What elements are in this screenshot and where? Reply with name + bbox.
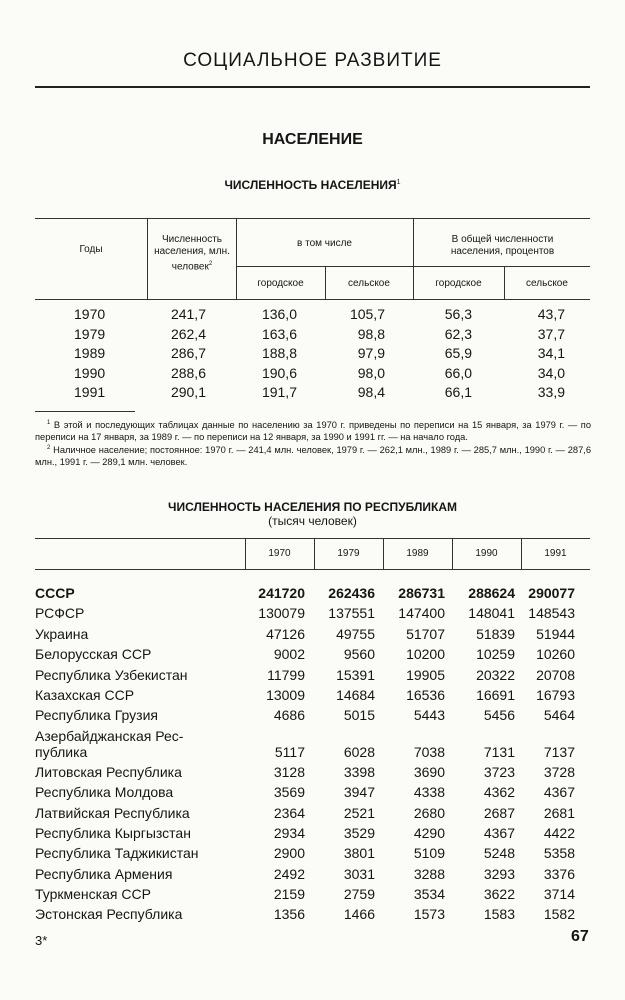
population-cell: 1466 [343, 906, 375, 923]
table2-row [35, 667, 590, 687]
footnote-1 [35, 418, 591, 443]
population-cell: 4290 [413, 824, 445, 841]
population-cell: 2159 [273, 886, 305, 903]
signature-mark: 3* [35, 933, 48, 948]
table2-row [35, 707, 590, 727]
population-cell: 137551 [328, 605, 375, 622]
population-cell: 148041 [468, 605, 515, 622]
value-cell: 65,9 [444, 345, 472, 361]
value-cell: 190,6 [261, 364, 297, 381]
population-cell: 147400 [398, 605, 445, 622]
year-cell: 1970 [74, 306, 106, 322]
republic-name: Азербайджанская Рес-публика [35, 727, 184, 760]
population-cell: 286731 [398, 585, 445, 601]
col-header-years: Годы [79, 244, 103, 255]
table2-body [35, 585, 590, 927]
col-header-rural-share: сельское [526, 278, 568, 289]
table2-row [35, 866, 590, 886]
population-cell: 241720 [258, 585, 305, 601]
republic-name: Туркменская ССР [35, 886, 151, 903]
col-header-rural: сельское [348, 278, 390, 289]
population-cell: 2492 [273, 865, 305, 882]
population-cell: 288624 [468, 585, 515, 601]
population-cell: 2364 [273, 804, 305, 821]
value-cell: 66,0 [444, 364, 472, 381]
population-cell: 19905 [406, 666, 445, 683]
table1-top-rule [35, 218, 590, 219]
table1-body [35, 306, 590, 404]
value-cell: 290,1 [170, 384, 206, 400]
population-cell: 5109 [413, 845, 445, 862]
value-cell: 98,8 [357, 325, 385, 342]
footnote-2 [35, 443, 591, 468]
population-cell: 6028 [343, 743, 375, 760]
population-cell: 3293 [483, 865, 515, 882]
table2-row [35, 784, 590, 804]
table1-row [35, 365, 590, 385]
population-cell: 16536 [406, 686, 445, 703]
value-cell: 66,1 [444, 384, 472, 400]
table2-subtitle: (тысяч человек) [268, 514, 357, 528]
population-cell: 9560 [343, 646, 375, 663]
population-cell: 5456 [483, 707, 515, 724]
population-cell: 290077 [528, 585, 575, 601]
footnote-2-text: Наличное население; постоянное: 1970 г. — 241,4 млн. человек, 1979 г. — 262,1 млн., 1989 г. — 285,7 млн., 1990 г. — 287,6 млн., 1991 г. — 289,1 млн. человек. [35, 445, 591, 467]
value-cell: 62,3 [444, 325, 472, 342]
running-header: СОЦИАЛЬНОЕ РАЗВИТИЕ [183, 50, 442, 71]
year-cell: 1990 [74, 364, 106, 381]
value-cell: 191,7 [261, 384, 297, 400]
population-cell: 5117 [274, 743, 305, 760]
value-cell: 56,3 [444, 306, 472, 322]
col-header-incl: в том числе [297, 238, 352, 249]
year-cell: 1991 [74, 384, 106, 400]
population-cell: 4686 [273, 707, 305, 724]
population-cell: 3376 [543, 865, 575, 882]
value-cell: 37,7 [537, 325, 565, 342]
value-cell: 241,7 [170, 306, 206, 322]
population-cell: 3534 [413, 886, 445, 903]
republic-name: Белорусская ССР [35, 646, 152, 663]
table2-row [35, 906, 590, 926]
col-header-population [153, 234, 231, 273]
table2-row [35, 605, 590, 625]
population-cell: 3398 [343, 763, 375, 780]
table2-row [35, 626, 590, 646]
col-header-year: 1989 [406, 548, 429, 559]
value-cell: 34,1 [537, 345, 565, 361]
republic-name: СССР [35, 585, 75, 601]
population-cell: 4367 [483, 824, 515, 841]
population-cell: 5443 [413, 707, 445, 724]
population-cell: 2759 [343, 886, 375, 903]
table2-title: ЧИСЛЕННОСТЬ НАСЕЛЕНИЯ ПО РЕСПУБЛИКАМ [168, 500, 457, 514]
population-cell: 3569 [273, 784, 305, 801]
table1-divider [147, 218, 148, 299]
table2-row [35, 646, 590, 666]
table1-title-footnote-mark: 1 [396, 179, 401, 186]
republic-name: Республика Грузия [35, 707, 158, 724]
republic-name: Республика Таджикистан [35, 845, 199, 862]
population-cell: 9002 [273, 646, 305, 663]
footnote-2-mark: 2 [47, 445, 51, 452]
population-cell: 2900 [273, 845, 305, 862]
value-cell: 43,7 [537, 306, 565, 322]
footnote-1-mark: 1 [47, 420, 51, 426]
population-cell: 20322 [476, 666, 515, 683]
value-cell: 98,0 [357, 364, 385, 381]
population-cell: 49755 [336, 625, 375, 642]
value-cell: 97,9 [357, 345, 385, 361]
table1-row [35, 326, 590, 346]
table2-row [35, 585, 590, 605]
republic-name: Казахская ССР [35, 686, 135, 703]
table2-row [35, 687, 590, 707]
value-cell: 163,6 [261, 325, 297, 342]
value-cell: 136,0 [261, 306, 297, 322]
population-cell: 4422 [543, 824, 575, 841]
population-cell: 3128 [273, 763, 305, 780]
population-cell: 14684 [336, 686, 375, 703]
footnotes [35, 418, 591, 468]
population-cell: 1356 [273, 906, 305, 923]
col-header-population-footnote-mark: 2 [208, 261, 213, 267]
population-cell: 2681 [543, 804, 575, 821]
population-cell: 3947 [343, 784, 375, 801]
population-cell: 3723 [483, 763, 515, 780]
table1-row [35, 306, 590, 326]
republic-name: Республика Кыргызстан [35, 824, 191, 841]
population-cell: 1573 [413, 906, 445, 923]
population-cell: 10260 [536, 646, 575, 663]
year-cell: 1979 [74, 325, 106, 342]
col-header-year: 1991 [544, 548, 567, 559]
population-cell: 262436 [328, 585, 375, 601]
republic-name: Республика Узбекистан [35, 666, 188, 683]
republic-name: Республика Молдова [35, 784, 174, 801]
table2-row [35, 805, 590, 825]
republic-name: Украина [35, 625, 89, 642]
year-cell: 1989 [74, 345, 106, 361]
population-cell: 7131 [483, 743, 515, 760]
republic-name: Эстонская Республика [35, 906, 183, 923]
header-rule [35, 86, 590, 88]
population-cell: 3728 [543, 763, 575, 780]
population-cell: 3622 [483, 886, 515, 903]
col-header-urban: городское [257, 278, 304, 289]
republic-name: Литовская Республика [35, 763, 182, 780]
table2-top-rule [35, 538, 590, 539]
population-cell: 3288 [413, 865, 445, 882]
col-header-year: 1979 [337, 548, 360, 559]
value-cell: 33,9 [537, 384, 565, 400]
col-header-population-text: Численность населения, млн. человек [154, 234, 230, 273]
value-cell: 105,7 [349, 306, 385, 322]
population-cell: 3529 [343, 824, 375, 841]
population-cell: 5248 [483, 845, 515, 862]
section-title: НАСЕЛЕНИЕ [262, 131, 363, 148]
value-cell: 98,4 [357, 384, 385, 400]
republic-name: РСФСР [35, 605, 85, 622]
population-cell: 4367 [543, 784, 575, 801]
table2-row [35, 845, 590, 865]
population-cell: 4362 [483, 784, 515, 801]
population-cell: 11799 [267, 666, 305, 683]
population-cell: 16793 [536, 686, 575, 703]
value-cell: 262,4 [170, 325, 206, 342]
population-cell: 10200 [406, 646, 445, 663]
page-number: 67 [571, 928, 589, 945]
population-cell: 7038 [413, 743, 445, 760]
table1-header [35, 218, 590, 300]
table2-row [35, 764, 590, 784]
population-cell: 3690 [413, 763, 445, 780]
population-cell: 148543 [528, 605, 575, 622]
population-cell: 1582 [543, 906, 575, 923]
footnote-1-text: В этой и последующих таблицах данные по населению за 1970 г. приведены по переписи на 15 января, за 1979 г. — по переписи на 17 января, за 1989 г. — по переписи на 12 января, за 1990 и 1991 гг. — на начало года. [35, 420, 591, 442]
table1-title [0, 178, 625, 192]
value-cell: 288,6 [170, 364, 206, 381]
value-cell: 34,0 [537, 364, 565, 381]
value-cell: 286,7 [170, 345, 206, 361]
population-cell: 10259 [476, 646, 515, 663]
population-cell: 3801 [343, 845, 375, 862]
table2-row [35, 825, 590, 845]
population-cell: 13009 [266, 686, 305, 703]
population-cell: 2934 [273, 824, 305, 841]
population-cell: 5358 [543, 845, 575, 862]
table2-header [35, 538, 590, 569]
col-header-year: 1970 [268, 548, 291, 559]
value-cell: 188,8 [261, 345, 297, 361]
population-cell: 1583 [483, 906, 515, 923]
col-header-year: 1990 [475, 548, 498, 559]
population-cell: 51707 [406, 625, 445, 642]
republic-name: Латвийская Республика [35, 804, 190, 821]
population-cell: 5464 [543, 707, 575, 724]
col-header-share: В общей численности населения, процентов [450, 234, 555, 257]
population-cell: 2521 [343, 804, 375, 821]
table2-row [35, 728, 590, 764]
republic-name: Республика Армения [35, 865, 173, 882]
footnote-rule [35, 411, 135, 412]
col-header-urban-share: городское [435, 278, 482, 289]
table1-row [35, 345, 590, 365]
population-cell: 2687 [483, 804, 515, 821]
table1-row [35, 384, 590, 404]
population-cell: 51839 [476, 625, 515, 642]
population-cell: 47126 [266, 625, 305, 642]
population-cell: 5015 [343, 707, 375, 724]
population-cell: 4338 [413, 784, 445, 801]
population-cell: 3031 [343, 865, 375, 882]
table2-header-bottom-rule [35, 569, 590, 570]
table2-row [35, 886, 590, 906]
population-cell: 130079 [258, 605, 305, 622]
population-cell: 3714 [543, 886, 575, 903]
population-cell: 20708 [536, 666, 575, 683]
table1-title-text: ЧИСЛЕННОСТЬ НАСЕЛЕНИЯ [224, 178, 397, 192]
population-cell: 51944 [536, 625, 575, 642]
table1-header-bottom-rule [35, 299, 590, 300]
population-cell: 15391 [336, 666, 375, 683]
population-cell: 2680 [413, 804, 445, 821]
population-cell: 7137 [543, 743, 575, 760]
population-cell: 16691 [476, 686, 515, 703]
